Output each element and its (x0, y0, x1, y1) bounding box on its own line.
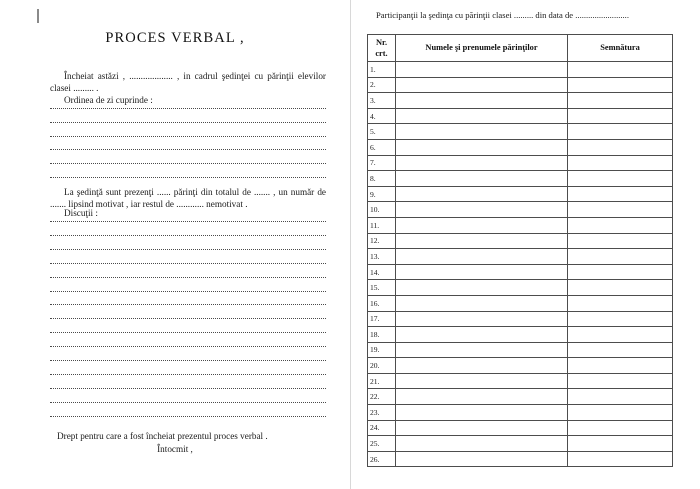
column-header-signature: Semnătura (568, 35, 673, 62)
table-row (368, 389, 673, 405)
fill-in-dotted-line[interactable] (50, 387, 326, 389)
signature-cell[interactable] (568, 139, 673, 155)
table-row (368, 77, 673, 93)
table-row (368, 405, 673, 421)
table-row (368, 139, 673, 155)
text-cursor-icon (37, 9, 39, 23)
row-number-cell: 25. (368, 436, 396, 452)
fill-in-dotted-line[interactable] (50, 373, 326, 375)
table-row (368, 436, 673, 452)
table-row (368, 124, 673, 140)
page-title: PROCES VERBAL , (105, 30, 245, 46)
table-header-row (368, 35, 673, 62)
signature-cell[interactable] (568, 233, 673, 249)
parent-name-cell[interactable] (396, 62, 568, 78)
column-header-nr-line2: crt. (375, 49, 388, 58)
parent-name-cell[interactable] (396, 327, 568, 343)
row-number-cell: 19. (368, 342, 396, 358)
table-row (368, 108, 673, 124)
signature-cell[interactable] (568, 155, 673, 171)
row-number-cell: 1. (368, 62, 396, 78)
signature-cell[interactable] (568, 311, 673, 327)
signature-cell[interactable] (568, 108, 673, 124)
row-number-cell: 7. (368, 155, 396, 171)
parent-name-cell[interactable] (396, 108, 568, 124)
signature-cell[interactable] (568, 295, 673, 311)
parent-name-cell[interactable] (396, 93, 568, 109)
row-number-cell: 20. (368, 358, 396, 374)
row-number-cell: 13. (368, 249, 396, 265)
table-row (368, 451, 673, 467)
row-number-cell: 21. (368, 373, 396, 389)
parent-name-cell[interactable] (396, 342, 568, 358)
row-number-cell: 17. (368, 311, 396, 327)
table-row (368, 93, 673, 109)
fill-in-dotted-line[interactable] (50, 135, 326, 137)
fill-in-dotted-line[interactable] (50, 234, 326, 236)
column-header-nr (368, 35, 396, 62)
parent-name-cell[interactable] (396, 373, 568, 389)
fill-in-dotted-line[interactable] (50, 401, 326, 403)
closing-statement: Drept pentru care a fost încheiat prezentul proces verbal . (57, 431, 268, 441)
parent-name-cell[interactable] (396, 186, 568, 202)
signature-cell[interactable] (568, 93, 673, 109)
fill-in-dotted-line[interactable] (50, 121, 326, 123)
column-header-nr-line1: Nr. (375, 38, 388, 47)
parent-name-cell[interactable] (396, 451, 568, 467)
row-number-cell: 22. (368, 389, 396, 405)
fill-in-dotted-line[interactable] (50, 290, 326, 292)
row-number-cell: 5. (368, 124, 396, 140)
fill-in-dotted-line[interactable] (50, 107, 326, 109)
right-page (350, 0, 700, 489)
attendance-paragraph-text: La şedinţă sunt prezenţi ...... părinţi din totalul de ....... , un număr de ....... lipsind motivat , iar restul de ............ nemotivat . (50, 187, 326, 210)
fill-in-dotted-line[interactable] (50, 331, 326, 333)
signature-cell[interactable] (568, 124, 673, 140)
signature-cell[interactable] (568, 249, 673, 265)
parent-name-cell[interactable] (396, 295, 568, 311)
table-row (368, 373, 673, 389)
table-row (368, 311, 673, 327)
fill-in-dotted-line[interactable] (50, 148, 326, 150)
row-number-cell: 6. (368, 139, 396, 155)
fill-in-dotted-line[interactable] (50, 176, 326, 178)
row-number-cell: 3. (368, 93, 396, 109)
parent-name-cell[interactable] (396, 420, 568, 436)
column-header-name: Numele şi prenumele părinţilor (396, 35, 568, 62)
row-number-cell: 24. (368, 420, 396, 436)
row-number-cell: 11. (368, 217, 396, 233)
table-row (368, 295, 673, 311)
parent-name-cell[interactable] (396, 264, 568, 280)
agenda-label: Ordinea de zi cuprinde : (64, 95, 153, 105)
parent-name-cell[interactable] (396, 436, 568, 452)
signature-cell[interactable] (568, 280, 673, 296)
parent-name-cell[interactable] (396, 155, 568, 171)
parent-name-cell[interactable] (396, 77, 568, 93)
row-number-cell: 10. (368, 202, 396, 218)
table-row (368, 358, 673, 374)
signature-cell[interactable] (568, 405, 673, 421)
signature-cell[interactable] (568, 420, 673, 436)
parent-name-cell[interactable] (396, 249, 568, 265)
table-row (368, 171, 673, 187)
parent-name-cell[interactable] (396, 280, 568, 296)
signature-cell[interactable] (568, 62, 673, 78)
row-number-cell: 15. (368, 280, 396, 296)
table-row (368, 217, 673, 233)
table-row (368, 155, 673, 171)
parent-name-cell[interactable] (396, 311, 568, 327)
parent-name-cell[interactable] (396, 124, 568, 140)
table-row (368, 233, 673, 249)
signed-by-label: Întocmit , (157, 444, 193, 454)
discussions-label: Discuţii : (64, 208, 98, 218)
parent-name-cell[interactable] (396, 217, 568, 233)
signature-cell[interactable] (568, 264, 673, 280)
parent-name-cell[interactable] (396, 233, 568, 249)
table-row (368, 62, 673, 78)
table-header (368, 35, 673, 62)
intro-paragraph-text: Încheiat astăzi , ................... , in cadrul şedinţei cu părinţii elevilor clasei ......... . (50, 71, 326, 94)
row-number-cell: 8. (368, 171, 396, 187)
table-body (368, 62, 673, 467)
table-row (368, 420, 673, 436)
signature-cell[interactable] (568, 389, 673, 405)
row-number-cell: 16. (368, 295, 396, 311)
attendees-heading: Participanţii la şedinţa cu părinţii clasei ......... din data de ......................... (376, 10, 629, 20)
fill-in-dotted-line[interactable] (50, 345, 326, 347)
parent-name-cell[interactable] (396, 405, 568, 421)
fill-in-dotted-line[interactable] (50, 303, 326, 305)
signature-cell[interactable] (568, 436, 673, 452)
row-number-cell: 26. (368, 451, 396, 467)
row-number-cell: 2. (368, 77, 396, 93)
parent-name-cell[interactable] (396, 171, 568, 187)
fill-in-dotted-line[interactable] (50, 276, 326, 278)
intro-paragraph (50, 70, 326, 95)
attendees-signature-table (367, 34, 673, 467)
signature-cell[interactable] (568, 171, 673, 187)
fill-in-dotted-line[interactable] (50, 359, 326, 361)
row-number-cell: 4. (368, 108, 396, 124)
table-row (368, 186, 673, 202)
table-row (368, 202, 673, 218)
row-number-cell: 12. (368, 233, 396, 249)
fill-in-dotted-line[interactable] (50, 248, 326, 250)
parent-name-cell[interactable] (396, 389, 568, 405)
signature-cell[interactable] (568, 327, 673, 343)
table-row (368, 327, 673, 343)
row-number-cell: 14. (368, 264, 396, 280)
row-number-cell: 9. (368, 186, 396, 202)
signature-cell[interactable] (568, 451, 673, 467)
signature-cell[interactable] (568, 358, 673, 374)
signature-cell[interactable] (568, 217, 673, 233)
row-number-cell: 18. (368, 327, 396, 343)
table-row (368, 342, 673, 358)
signature-cell[interactable] (568, 77, 673, 93)
parent-name-cell[interactable] (396, 202, 568, 218)
signature-cell[interactable] (568, 342, 673, 358)
signature-cell[interactable] (568, 186, 673, 202)
table-row (368, 280, 673, 296)
fill-in-dotted-line[interactable] (50, 262, 326, 264)
parent-name-cell[interactable] (396, 139, 568, 155)
fill-in-dotted-line[interactable] (50, 415, 326, 417)
signature-cell[interactable] (568, 202, 673, 218)
signature-cell[interactable] (568, 373, 673, 389)
parent-name-cell[interactable] (396, 358, 568, 374)
row-number-cell: 23. (368, 405, 396, 421)
fill-in-dotted-line[interactable] (50, 220, 326, 222)
table-row (368, 249, 673, 265)
table-row (368, 264, 673, 280)
fill-in-dotted-line[interactable] (50, 162, 326, 164)
fill-in-dotted-line[interactable] (50, 317, 326, 319)
